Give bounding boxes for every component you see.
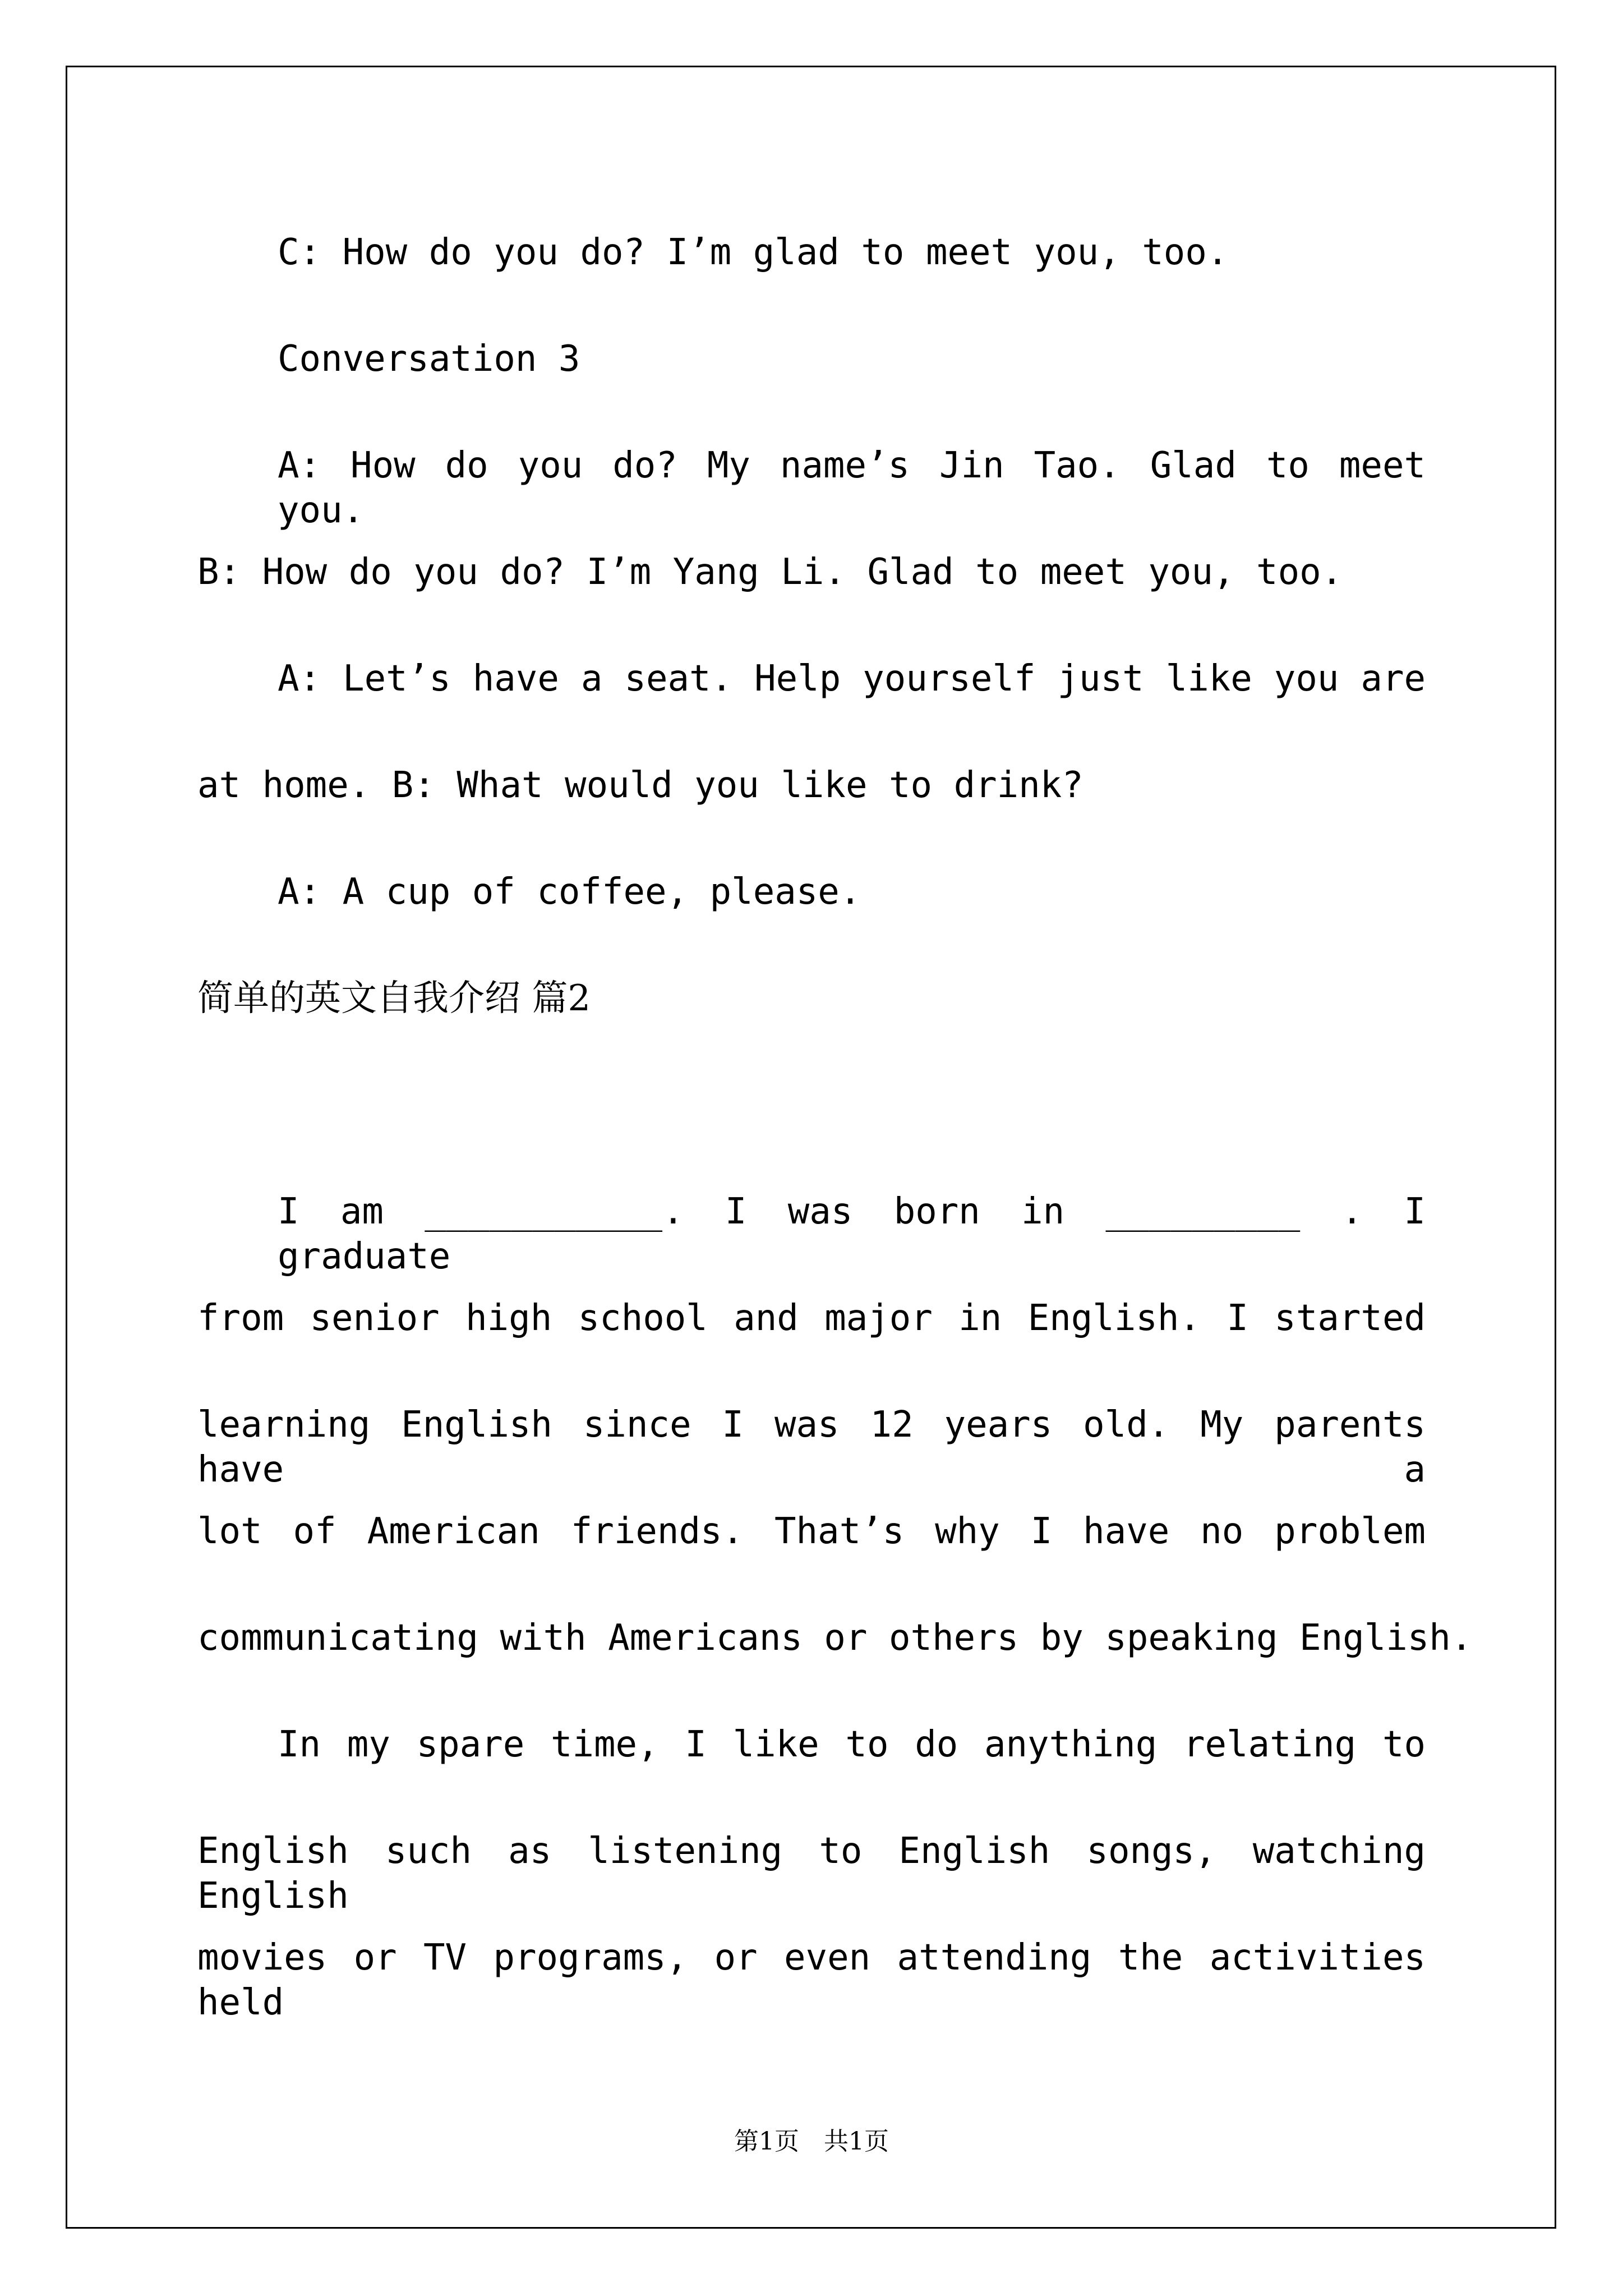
page-footer: 第1页 共1页	[734, 2127, 889, 2156]
text-line: lot of American friends. That’s why I have no problem	[197, 1511, 1426, 1552]
text-line: In my spare time, I like to do anything relating to	[278, 1724, 1426, 1765]
text-line: A: A cup of coffee, please.	[278, 871, 861, 913]
text-line: I am ___________. I was born in _________ . I graduate	[278, 1191, 1426, 1277]
text-line: C: How do you do? I’m glad to meet you, too.	[278, 232, 1229, 273]
text-line: from senior high school and major in English. I started	[197, 1297, 1426, 1339]
text-line: B: How do you do? I’m Yang Li. Glad to meet you, too.	[197, 551, 1343, 593]
text-line: English such as listening to English songs, watching English	[197, 1830, 1426, 1917]
section-heading: 简单的英文自我介绍 篇2	[197, 978, 591, 1019]
text-line: movies or TV programs, or even attending the activities held	[197, 1937, 1426, 2023]
text-line: at home. B: What would you like to drink?	[197, 765, 1083, 806]
text-line: Conversation 3	[278, 338, 580, 380]
text-line: A: How do you do? My name’s Jin Tao. Glad to meet you.	[278, 445, 1426, 531]
text-line: A: Let’s have a seat. Help yourself just like you are	[278, 658, 1426, 700]
text-line: communicating with Americans or others by speaking English.	[197, 1617, 1473, 1659]
text-line: learning English since I was 12 years old. My parents have a	[197, 1404, 1426, 1490]
